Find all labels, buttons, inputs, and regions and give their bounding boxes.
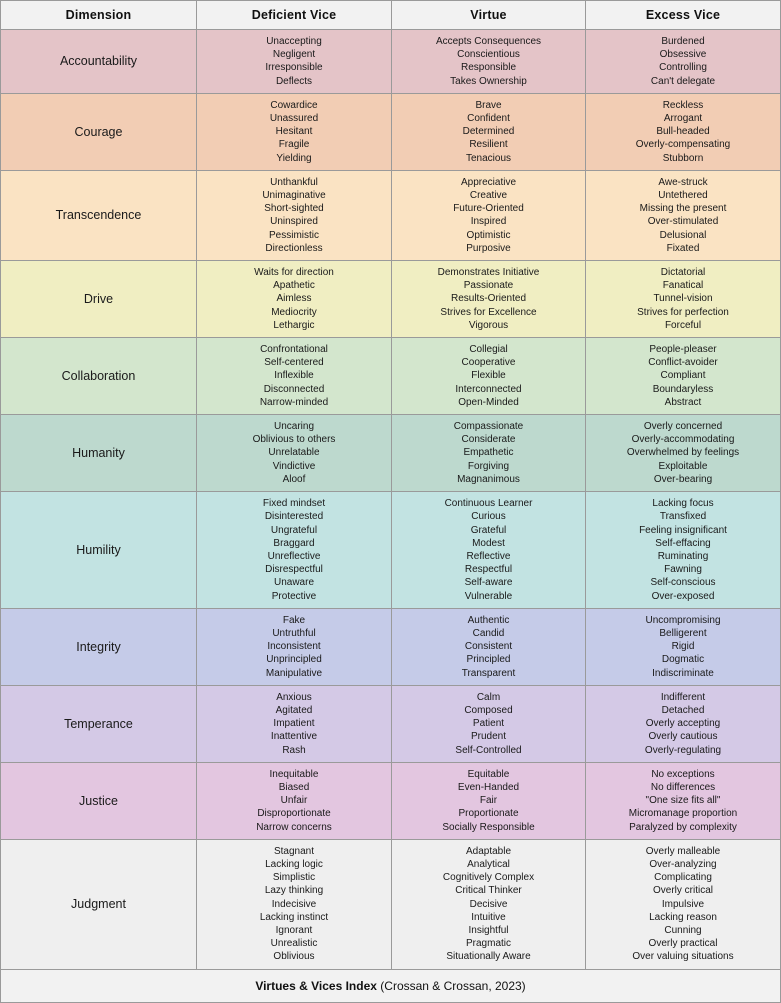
trait-item: Stagnant (273, 845, 315, 857)
table-footer-row (1, 969, 781, 1002)
deficient-vice-cell (197, 261, 392, 338)
column-header-dimension: Dimension (1, 1, 197, 30)
trait-item: Unreflective (267, 550, 321, 562)
dimension-cell (1, 762, 197, 839)
trait-item: Indecisive (271, 898, 317, 910)
trait-item: Inequitable (269, 768, 319, 780)
virtue-cell (392, 762, 586, 839)
trait-item: Unfair (280, 795, 308, 807)
trait-item: Determined (462, 126, 515, 138)
trait-item: Waits for direction (254, 267, 334, 279)
trait-item: Apathetic (273, 280, 315, 292)
deficient-vice-cell (197, 492, 392, 609)
virtue-cell (392, 415, 586, 492)
deficient-vice-cell (197, 608, 392, 685)
footer-citation: (Crossan & Crossan, 2023) (380, 978, 526, 993)
trait-item: Narrow concerns (256, 821, 332, 833)
trait-item: Responsible (460, 62, 517, 74)
dimension-label: Humility (76, 542, 121, 557)
trait-item: Aimless (276, 293, 312, 305)
trait-item: Inflexible (274, 370, 314, 382)
trait-item: Decisive (469, 898, 508, 910)
dimension-label: Courage (74, 124, 123, 139)
virtue-cell (392, 170, 586, 260)
trait-item: Unthankful (270, 176, 318, 188)
trait-item: Prudent (470, 731, 507, 743)
trait-item: Overwhelmed by feelings (626, 447, 740, 459)
trait-item: Rigid (671, 641, 695, 653)
trait-item: Manipulative (265, 667, 323, 679)
trait-item: Purposive (466, 242, 511, 254)
excess-vice-cell (586, 93, 781, 170)
trait-item: Fanatical (662, 280, 704, 292)
trait-item: Resilient (469, 139, 508, 151)
trait-item: Flexible (471, 370, 506, 382)
trait-item: Vindictive (272, 460, 316, 472)
table-body (1, 30, 781, 970)
trait-item: Lacking focus (652, 498, 714, 510)
trait-item: Transfixed (659, 511, 707, 523)
virtue-cell (392, 338, 586, 415)
trait-item: Awe-struck (658, 176, 708, 188)
trait-item: Impatient (273, 718, 315, 730)
table-row (1, 338, 781, 415)
trait-item: Agitated (275, 704, 313, 716)
trait-item: Overly concerned (643, 421, 723, 433)
trait-item: Overly-accommodating (631, 434, 735, 446)
table-row (1, 415, 781, 492)
trait-item: Protective (271, 590, 317, 602)
virtue-cell (392, 839, 586, 969)
trait-item: Confrontational (260, 344, 328, 356)
trait-item: No differences (650, 781, 716, 793)
trait-item: Mediocrity (271, 306, 317, 318)
trait-item: Missing the present (639, 203, 727, 215)
virtue-cell (392, 492, 586, 609)
trait-item: Disinterested (264, 511, 324, 523)
trait-item: Accepts Consequences (435, 36, 542, 47)
trait-item: Continuous Learner (444, 498, 533, 510)
trait-item: Oblivious to others (252, 434, 336, 446)
virtue-cell (392, 261, 586, 338)
trait-item: Arrogant (663, 113, 703, 125)
trait-item: Composed (464, 704, 513, 716)
trait-item: Negligent (272, 49, 316, 61)
excess-vice-cell (586, 170, 781, 260)
trait-item: Unassured (269, 113, 319, 125)
trait-item: Over-bearing (653, 473, 713, 485)
dimension-cell (1, 338, 197, 415)
deficient-vice-cell (197, 685, 392, 762)
trait-item: Unrelatable (268, 447, 320, 459)
trait-item: Can't delegate (650, 75, 716, 87)
trait-item: Obsessive (659, 49, 707, 61)
trait-item: Abstract (664, 396, 702, 408)
trait-item: Lethargic (273, 319, 315, 331)
dimension-label: Transcendence (55, 208, 142, 223)
dimension-label: Integrity (76, 639, 121, 654)
trait-item: Intuitive (471, 911, 506, 923)
trait-item: Narrow-minded (259, 396, 329, 408)
trait-item: Empathetic (463, 447, 514, 459)
trait-item: Fragile (278, 139, 310, 151)
trait-item: Considerate (461, 434, 516, 446)
deficient-vice-cell (197, 338, 392, 415)
trait-item: Lacking instinct (259, 911, 329, 923)
trait-item: Open-Minded (458, 396, 519, 408)
table-row (1, 492, 781, 609)
trait-item: Over valuing situations (632, 951, 734, 963)
footer-title: Virtues & Vices Index (255, 978, 377, 993)
trait-item: Overly practical (648, 938, 718, 950)
trait-item: Adaptable (465, 845, 512, 857)
trait-item: Consistent (464, 641, 513, 653)
trait-item: Irresponsible (265, 62, 323, 74)
trait-item: Interconnected (455, 383, 522, 395)
virtue-cell (392, 30, 586, 94)
trait-item: Compliant (660, 370, 706, 382)
trait-item: Complicating (654, 872, 712, 884)
column-header-deficient-vice: Deficient Vice (197, 1, 392, 30)
trait-item: Tunnel-vision (653, 293, 713, 305)
trait-item: Authentic (467, 614, 510, 626)
trait-item: Stubborn (662, 152, 704, 164)
trait-item: Deflects (275, 75, 313, 87)
trait-item: Over-analyzing (649, 858, 717, 870)
table-row (1, 30, 781, 94)
trait-item: Overly critical (652, 885, 713, 897)
dimension-cell (1, 685, 197, 762)
trait-item: Future-Oriented (453, 203, 524, 215)
dimension-label: Drive (83, 292, 114, 307)
trait-item: Anxious (276, 691, 312, 703)
trait-item: Lazy thinking (264, 885, 324, 897)
table-row (1, 762, 781, 839)
trait-item: Situationally Aware (446, 951, 531, 963)
table-row (1, 685, 781, 762)
trait-item: Untethered (658, 190, 708, 202)
trait-item: Respectful (464, 564, 513, 576)
dimension-cell (1, 170, 197, 260)
trait-item: Appreciative (460, 176, 517, 188)
dimension-label: Temperance (64, 716, 133, 731)
table-header (1, 1, 781, 30)
trait-item: Conflict-avoider (648, 357, 718, 369)
trait-item: Disproportionate (257, 808, 331, 820)
column-header-excess-vice: Excess Vice (586, 1, 781, 30)
trait-item: Socially Responsible (442, 821, 535, 833)
trait-item: Cunning (664, 924, 702, 936)
trait-item: Overly accepting (645, 718, 721, 730)
trait-item: Results-Oriented (450, 293, 527, 305)
trait-item: Overly malleable (645, 845, 721, 857)
trait-item: Patient (472, 718, 505, 730)
trait-item: Lacking reason (649, 911, 717, 923)
dimension-cell (1, 415, 197, 492)
trait-item: Conscientious (457, 49, 520, 61)
trait-item: Strives for perfection (637, 306, 729, 318)
trait-item: Vulnerable (464, 590, 513, 602)
footer-caption (1, 969, 781, 1002)
trait-item: Forceful (664, 319, 702, 331)
dimension-label: Collaboration (61, 369, 136, 384)
dimension-cell (1, 608, 197, 685)
trait-item: Transparent (461, 667, 516, 679)
trait-item: Cognitively Complex (442, 872, 535, 884)
trait-item: Hesitant (275, 126, 313, 138)
trait-item: Pragmatic (465, 938, 511, 950)
trait-item: Oblivious (273, 951, 315, 963)
excess-vice-cell (586, 839, 781, 969)
trait-item: Ruminating (657, 550, 709, 562)
trait-item: Inconsistent (267, 641, 321, 653)
dimension-label: Humanity (72, 446, 125, 461)
trait-item: Self-effacing (655, 537, 711, 549)
trait-item: Self-conscious (650, 577, 716, 589)
trait-item: Fair (479, 795, 498, 807)
trait-item: Critical Thinker (455, 885, 522, 897)
trait-item: Delusional (659, 229, 707, 241)
trait-item: Unprincipled (266, 654, 322, 666)
deficient-vice-cell (197, 170, 392, 260)
trait-item: No exceptions (651, 768, 715, 780)
column-header-virtue: Virtue (392, 1, 586, 30)
dimension-label: Justice (79, 793, 118, 808)
trait-item: Overly cautious (648, 731, 718, 743)
dimension-label: Judgment (71, 897, 126, 912)
trait-item: Yielding (276, 152, 312, 164)
trait-item: Strives for Excellence (440, 306, 537, 318)
trait-item: Exploitable (658, 460, 708, 472)
trait-item: Unaware (273, 577, 315, 589)
trait-item: Cowardice (270, 99, 318, 111)
virtue-cell (392, 685, 586, 762)
trait-item: Brave (475, 99, 502, 111)
dimension-cell (1, 30, 197, 94)
trait-item: Modest (472, 537, 505, 549)
table-row (1, 170, 781, 260)
trait-item: Dogmatic (661, 654, 705, 666)
dimension-cell (1, 492, 197, 609)
trait-item: Uninspired (270, 216, 318, 228)
trait-item: Equitable (467, 768, 510, 780)
trait-item: Short-sighted (264, 203, 324, 215)
trait-item: Disrespectful (265, 564, 323, 576)
trait-item: Calm (476, 691, 501, 703)
trait-item: Unrealistic (270, 938, 318, 950)
trait-item: Ungrateful (270, 524, 318, 536)
trait-item: Uncaring (273, 421, 315, 433)
trait-item: Reckless (662, 99, 704, 111)
trait-item: Reflective (466, 550, 511, 562)
trait-item: Compassionate (453, 421, 524, 433)
table-row (1, 261, 781, 338)
trait-item: Biased (278, 781, 310, 793)
trait-item: Vigorous (468, 319, 509, 331)
trait-item: Takes Ownership (450, 75, 527, 87)
trait-item: Forgiving (467, 460, 510, 472)
trait-item: Indifferent (660, 691, 706, 703)
trait-item: Optimistic (466, 229, 511, 241)
trait-item: Aloof (282, 473, 306, 485)
trait-item: Magnanimous (457, 473, 520, 485)
trait-item: Self-centered (264, 357, 324, 369)
virtue-cell (392, 608, 586, 685)
trait-item: Insightful (468, 924, 509, 936)
trait-item: Pessimistic (268, 229, 319, 241)
trait-item: Analytical (467, 858, 510, 870)
trait-item: "One size fits all" (645, 795, 721, 807)
table-row (1, 93, 781, 170)
deficient-vice-cell (197, 839, 392, 969)
dimension-cell (1, 839, 197, 969)
trait-item: Controlling (659, 62, 707, 74)
trait-item: Braggard (273, 537, 315, 549)
excess-vice-cell (586, 30, 781, 94)
trait-item: Directionless (265, 242, 323, 254)
table-footer (1, 969, 781, 1002)
trait-item: Passionate (463, 280, 514, 292)
trait-item: Boundaryless (652, 383, 714, 395)
excess-vice-cell (586, 762, 781, 839)
trait-item: Curious (471, 511, 506, 523)
excess-vice-cell (586, 608, 781, 685)
excess-vice-cell (586, 415, 781, 492)
deficient-vice-cell (197, 30, 392, 94)
trait-item: Paralyzed by complexity (629, 821, 737, 833)
trait-item: Burdened (661, 36, 705, 47)
trait-item: Rash (282, 744, 306, 756)
trait-item: Collegial (469, 344, 508, 356)
dimension-label: Accountability (59, 54, 138, 69)
trait-item: Dictatorial (660, 267, 706, 279)
trait-item: Self-Controlled (455, 744, 522, 756)
trait-item: Unimaginative (262, 190, 326, 202)
virtue-cell (392, 93, 586, 170)
trait-item: Even-Handed (457, 781, 520, 793)
trait-item: Demonstrates Initiative (437, 267, 540, 279)
trait-item: Lacking logic (265, 858, 323, 870)
trait-item: Disconnected (263, 383, 325, 395)
table-header-row (1, 1, 781, 30)
trait-item: Candid (472, 627, 505, 639)
trait-item: Fawning (664, 564, 702, 576)
trait-item: Feeling insignificant (639, 524, 727, 536)
table-row (1, 839, 781, 969)
trait-item: Self-aware (464, 577, 513, 589)
trait-item: Fixed mindset (262, 498, 326, 510)
trait-item: Grateful (470, 524, 507, 536)
trait-item: Over-exposed (651, 590, 715, 602)
trait-item: Cooperative (461, 357, 516, 369)
trait-item: Bull-headed (656, 126, 710, 138)
trait-item: Impulsive (661, 898, 705, 910)
deficient-vice-cell (197, 415, 392, 492)
trait-item: Tenacious (465, 152, 512, 164)
excess-vice-cell (586, 261, 781, 338)
trait-item: Over-stimulated (647, 216, 719, 228)
deficient-vice-cell (197, 93, 392, 170)
trait-item: Inattentive (270, 731, 318, 743)
excess-vice-cell (586, 338, 781, 415)
trait-item: Fake (282, 614, 306, 626)
trait-item: Overly-compensating (635, 139, 731, 151)
trait-item: Principled (466, 654, 511, 666)
trait-item: Micromanage proportion (628, 808, 738, 820)
trait-item: Inspired (470, 216, 507, 228)
trait-item: Confident (467, 113, 510, 125)
trait-item: Untruthful (272, 627, 316, 639)
trait-item: Ignorant (275, 924, 313, 936)
trait-item: Creative (469, 190, 508, 202)
trait-item: Overly-regulating (644, 744, 722, 756)
trait-item: Unaccepting (266, 36, 322, 47)
trait-item: Proportionate (458, 808, 519, 820)
excess-vice-cell (586, 685, 781, 762)
trait-item: Simplistic (272, 872, 316, 884)
trait-item: Belligerent (659, 627, 707, 639)
dimension-cell (1, 261, 197, 338)
trait-item: Detached (661, 704, 705, 716)
trait-item: People-pleaser (649, 344, 717, 356)
table-row (1, 608, 781, 685)
deficient-vice-cell (197, 762, 392, 839)
trait-item: Indiscriminate (652, 667, 714, 679)
excess-vice-cell (586, 492, 781, 609)
dimension-cell (1, 93, 197, 170)
trait-item: Uncompromising (645, 614, 721, 626)
trait-item: Fixated (666, 242, 700, 254)
